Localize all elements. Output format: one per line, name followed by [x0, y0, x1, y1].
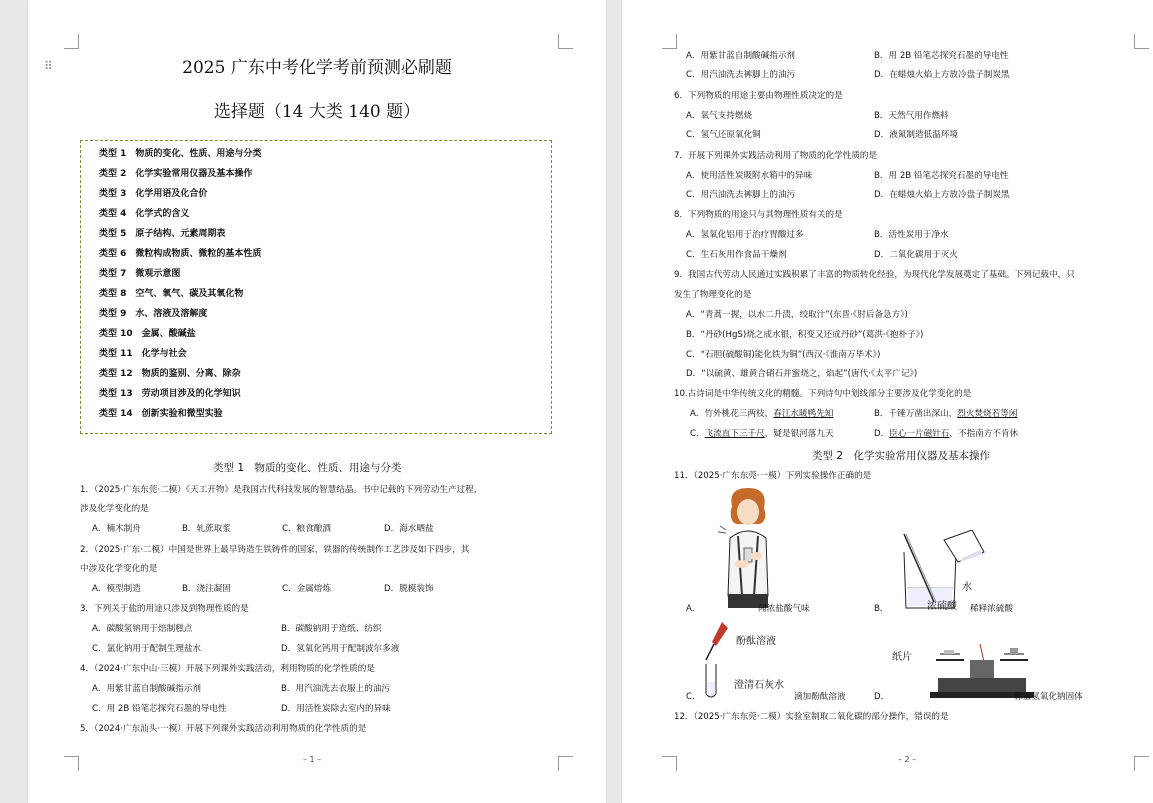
figure-caption: 稀释浓硫酸: [970, 604, 1013, 614]
question-1-text-cont: 涉及化学变化的是: [80, 504, 149, 514]
option-text: ，不指南方不肯休: [949, 429, 1019, 439]
margin-mark-top-right: [558, 34, 573, 49]
option: A．碳酸氢钠用于焙制糕点: [92, 624, 193, 634]
reagent-label: 酚酞溶液: [736, 636, 776, 647]
option: A．使用活性炭吸附水箱中的异味: [686, 171, 813, 181]
option: B．活性炭用于净水: [874, 230, 949, 240]
question-9-text-cont: 发生了物理变化的是: [674, 290, 752, 300]
page-number: – 2 –: [898, 755, 917, 764]
option: A．模型制造: [92, 584, 141, 594]
option: D．液氮制造低温环境: [874, 130, 958, 140]
figure-caption: 称量氢氧化钠固体: [1014, 692, 1083, 702]
page-1: [28, 0, 606, 803]
question-3-text: 3．下列关于盐的用途只涉及到物理性质的是: [80, 604, 249, 614]
page-2: [622, 0, 1153, 803]
option: A．氢氧化铝用于治疗胃酸过多: [686, 230, 804, 240]
option: B．用 2B 铅笔芯探究石墨的导电性: [874, 171, 1009, 181]
question-9-text: 9．我国古代劳动人民通过实践积累了丰富的物质转化经验，为现代化学发展奠定了基础。下列记载中，只: [674, 270, 1075, 280]
option: B．天然气用作燃料: [874, 111, 949, 121]
option: D．氢氧化钙用于配制波尔多液: [281, 644, 400, 654]
toc-item[interactable]: 类型 4 化学式的含义: [99, 209, 190, 219]
acid-label: 浓硫酸: [927, 601, 957, 612]
paper-label: 纸片: [892, 652, 912, 663]
option-text: D．: [874, 429, 890, 439]
figure-caption: 滴加酚酞溶液: [794, 692, 846, 702]
document-title: 2025 广东中考化学考前预测必刷题: [182, 58, 452, 78]
option: C．用 2B 铅笔芯探究石墨的导电性: [92, 704, 227, 714]
table-of-contents: [80, 140, 552, 434]
margin-mark-bottom-right: [1134, 756, 1149, 771]
margin-mark-top-left: [64, 34, 79, 49]
toc-item[interactable]: 类型 13 劳动项目涉及的化学知识: [99, 389, 241, 399]
question-2-text: 2．（2025·广东·二模）中国是世界上最早铸造生铁铸件的国家，铁器的传统制作工艺涉及如下四步，其: [80, 545, 470, 555]
option: A．氧气支持燃烧: [686, 111, 753, 121]
smelling-person-illustration: [718, 486, 778, 610]
drag-handle-icon[interactable]: ⠿: [44, 59, 52, 73]
margin-mark-top-left: [662, 34, 677, 49]
option: [874, 408, 1017, 420]
toc-item[interactable]: 类型 8 空气、氧气、碳及其氧化物: [99, 289, 244, 299]
toc-item[interactable]: 类型 5 原子结构、元素周期表: [99, 229, 226, 239]
option: C．金属熔炼: [282, 584, 331, 594]
document-subtitle: 选择题（14 大类 140 题）: [213, 102, 421, 122]
option-text: A．竹外桃花三两枝，: [690, 409, 774, 419]
option: D．用活性炭除去室内的异味: [281, 704, 391, 714]
option: B．用 2B 铅笔芯探究石墨的导电性: [874, 51, 1009, 61]
question-11-text: 11．（2025·广东东莞·一模）下列实验操作正确的是: [674, 471, 872, 481]
question-8-text: 8．下列物质的用途只与其物理性质有关的是: [674, 210, 843, 220]
underlined-text: 春江水暖鸭先知: [773, 409, 834, 419]
option: C．氯化钠用于配制生理盐水: [92, 644, 202, 654]
question-5-text: 5．（2024·广东汕头·一模）开展下列课外实践活动利用物质的化学性质的是: [80, 724, 367, 734]
margin-mark-bottom-right: [558, 756, 573, 771]
option-text: B．千锤万凿出深山，: [874, 409, 958, 419]
toc-item[interactable]: 类型 1 物质的变化、性质、用途与分类: [99, 149, 262, 159]
option: C．“石胆(硫酸铜)能化铁为铜”(西汉·《淮南万毕术》): [686, 350, 881, 360]
option: A．用紫甘蓝自制酸碱指示剂: [686, 51, 796, 61]
underlined-text: 臣心一片磁针石: [889, 429, 950, 439]
option: D．在蜡烛火焰上方放冷盘子制炭黑: [874, 190, 1010, 200]
option: C．用汽油洗去裤脚上的油污: [686, 190, 796, 200]
option: A．用紫甘蓝自制酸碱指示剂: [92, 684, 202, 694]
option-label: B．: [874, 604, 889, 614]
question-1-text: 1．（2025·广东东莞·二模）《天工开物》是我国古代科技发展的智慧结晶。书中记载的下列劳动生产过程，: [80, 485, 483, 495]
option: D．海水晒盐: [384, 524, 434, 534]
toc-item[interactable]: 类型 3 化学用语及化合价: [99, 189, 208, 199]
toc-item[interactable]: 类型 11 化学与社会: [99, 349, 187, 359]
underlined-text: 烈火焚烧若等闲: [957, 409, 1018, 419]
option: C．粮食酿酒: [282, 524, 331, 534]
margin-mark-bottom-left: [64, 756, 79, 771]
option: D．脱模装饰: [384, 584, 434, 594]
underlined-text: 飞流直下三千尺: [704, 429, 765, 439]
question-6-text: 6．下列物质的用途主要由物理性质决定的是: [674, 91, 843, 101]
toc-item[interactable]: 类型 14 创新实验和微型实验: [99, 409, 223, 419]
question-10-text: 10.古诗词是中华传统文化的精髓。下列诗句中划线部分主要涉及化学变化的是: [674, 389, 972, 399]
option: C．生石灰用作食品干燥剂: [686, 250, 787, 260]
dropper-test-tube-illustration: [702, 620, 732, 700]
option: [690, 428, 834, 440]
option: C．用汽油洗去裤脚上的油污: [686, 70, 796, 80]
option-label: C．: [686, 692, 701, 702]
toc-item[interactable]: 类型 12 物质的鉴别、分离、除杂: [99, 369, 241, 379]
margin-mark-bottom-left: [662, 756, 677, 771]
option: B．轧蔗取浆: [182, 524, 231, 534]
toc-item[interactable]: 类型 7 微观示意图: [99, 269, 181, 279]
toc-item[interactable]: 类型 9 水、溶液及溶解度: [99, 309, 208, 319]
option: [874, 428, 1018, 440]
option-label: D．: [874, 692, 890, 702]
option: A．“青蒿一握，以水二升渍，绞取汁”(东晋·《肘后备急方》): [686, 310, 908, 320]
option: B．碳酸钠用于造纸、纺织: [281, 624, 382, 634]
option-label: A．: [686, 604, 701, 614]
option-text: C．: [690, 429, 705, 439]
option: B．浇注凝固: [182, 584, 231, 594]
question-2-text-cont: 中涉及化学变化的是: [80, 564, 158, 574]
option: B．“丹砂(HgS)烧之成水银，积变又还成丹砂”(葛洪·《抱朴子》): [686, 330, 924, 340]
question-4-text: 4．（2024·广东中山·三模）开展下列课外实践活动，利用物质的化学性质的是: [80, 664, 375, 674]
margin-mark-top-right: [1134, 34, 1149, 49]
water-label: 水: [962, 582, 972, 593]
lime-water-label: 澄清石灰水: [734, 680, 784, 691]
toc-item[interactable]: 类型 6 微粒构成物质、微粒的基本性质: [99, 249, 262, 259]
option: C．氢气还原氧化铜: [686, 130, 761, 140]
section-heading: 类型 1 物质的变化、性质、用途与分类: [213, 462, 402, 474]
question-12-text: 12．（2025·广东东莞·二模）实验室制取二氧化碳的部分操作，错误的是: [674, 712, 949, 722]
option: D．在蜡烛火焰上方放冷盘子制炭黑: [874, 70, 1010, 80]
option: D．二氧化碳用于灭火: [874, 250, 958, 260]
page-number: – 1 –: [303, 755, 322, 764]
option: B．用汽油洗去衣服上的油污: [281, 684, 391, 694]
toc-item[interactable]: 类型 10 金属、酸碱盐: [99, 329, 196, 339]
option: D．“以硫黄、雄黄合硝石并蜜烧之，焰起”(唐代·《太平广记》): [686, 369, 918, 379]
question-7-text: 7．开展下列课外实践活动利用了物质的化学性质的是: [674, 151, 878, 161]
section-heading: 类型 2 化学实验常用仪器及基本操作: [812, 450, 991, 462]
option: [690, 408, 833, 420]
option-text: ，疑是银河落九天: [764, 429, 834, 439]
toc-item[interactable]: 类型 2 化学实验常用仪器及基本操作: [99, 169, 253, 179]
figure-caption: 闻浓盐酸气味: [758, 604, 810, 614]
option: A．楠木制舟: [92, 524, 141, 534]
